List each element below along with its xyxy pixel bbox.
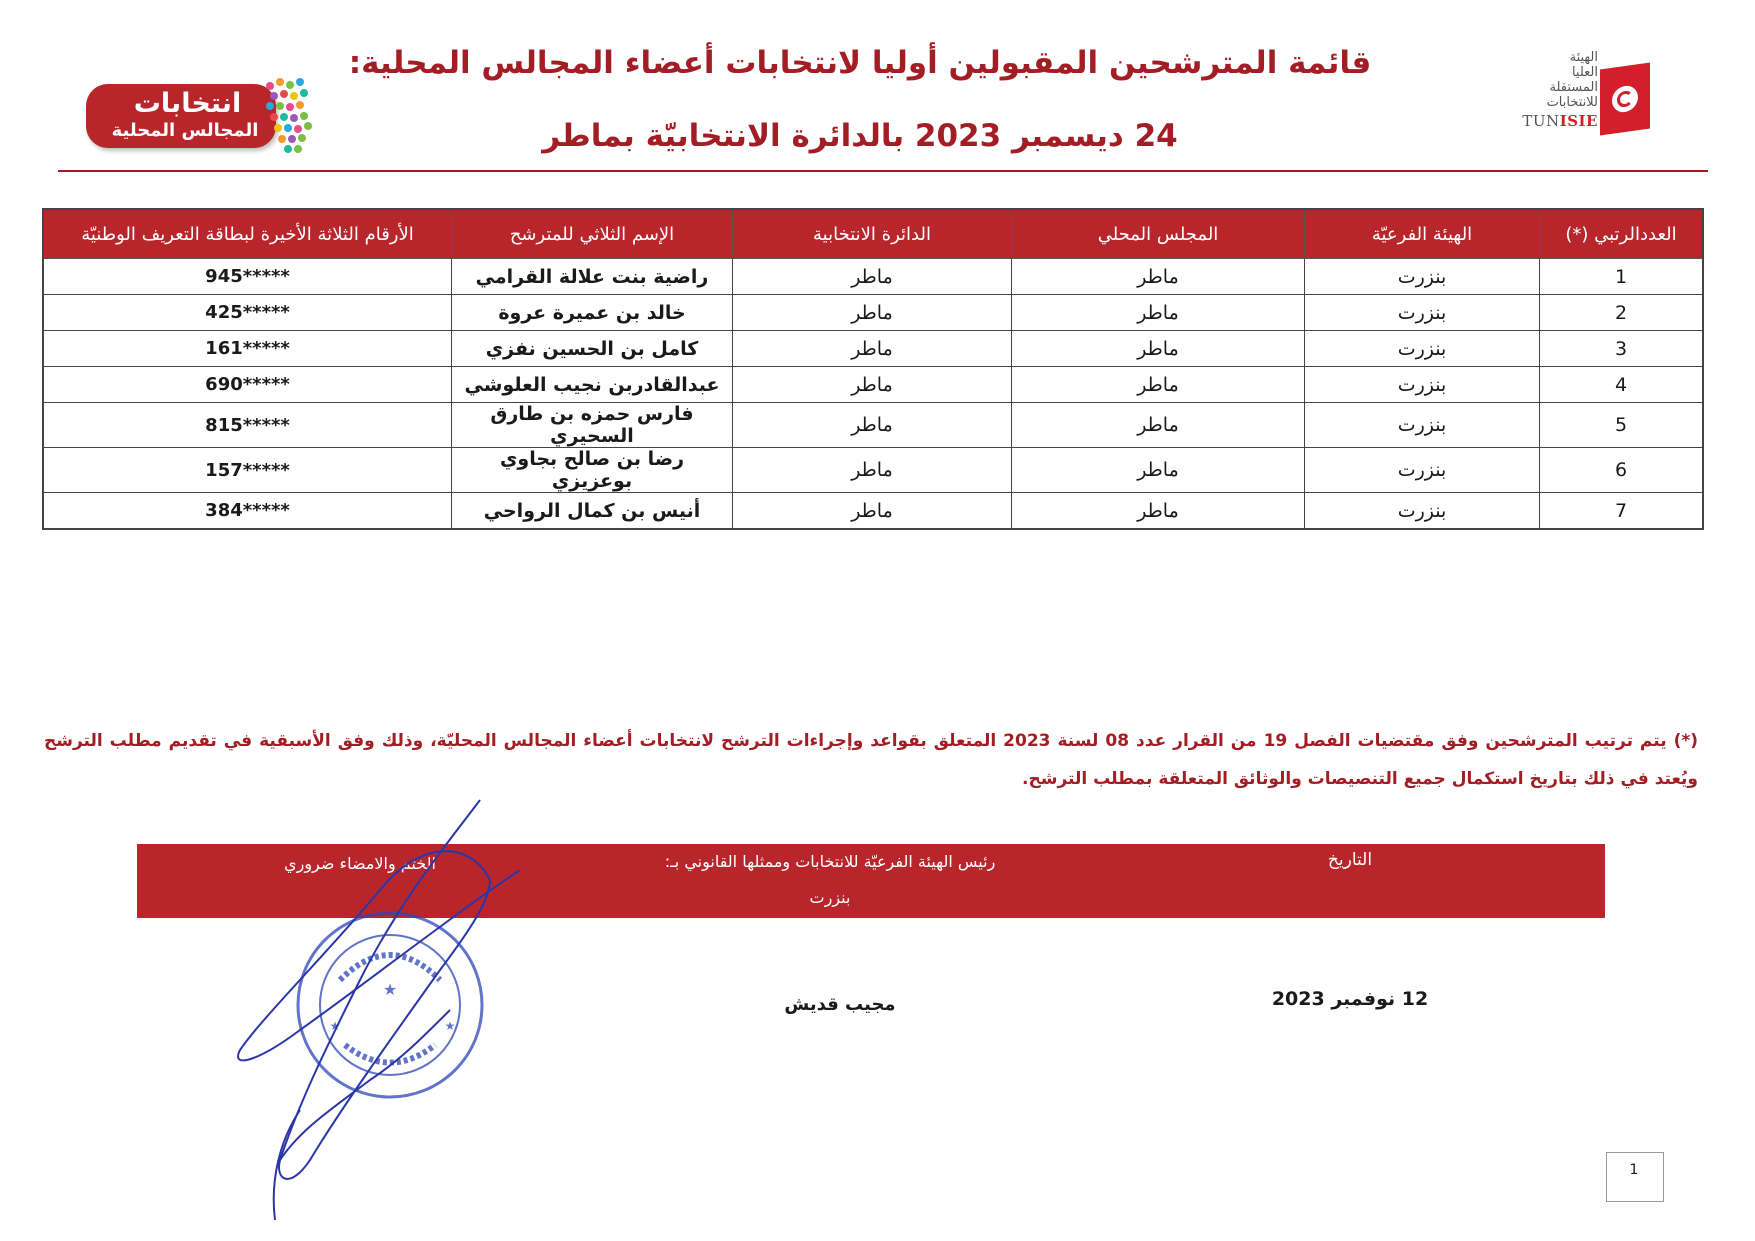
council-cell: ماطر — [1012, 259, 1305, 295]
signature-date: 12 نوفمبر 2023 — [1271, 988, 1429, 1010]
district-cell: ماطر — [733, 367, 1012, 403]
district-cell: ماطر — [733, 295, 1012, 331]
council-cell: ماطر — [1012, 403, 1305, 448]
name-cell: كامل بن الحسين نفزي — [452, 331, 733, 367]
svg-text:★: ★ — [329, 1019, 341, 1033]
president-region: بنزرت — [809, 888, 851, 907]
id-cell: *****815 — [43, 403, 452, 448]
svg-text:★: ★ — [382, 980, 398, 999]
elections-logo-pill — [86, 84, 276, 148]
district-cell: ماطر — [733, 403, 1012, 448]
col-full-name: الإسم الثلاثي للمترشح — [452, 209, 733, 259]
seal-label: الختم والامضاء ضروري — [284, 854, 436, 873]
tunisia-flag-icon — [1600, 62, 1650, 135]
council-cell: ماطر — [1012, 448, 1305, 493]
rank-cell: 7 — [1540, 493, 1704, 530]
id-cell: *****161 — [43, 331, 452, 367]
name-cell: أنيس بن كمال الرواحي — [452, 493, 733, 530]
handwritten-signature-icon — [238, 800, 520, 1220]
page-subtitle: 24 ديسمبر 2023 بالدائرة الانتخابيّة بماطر — [542, 118, 1178, 154]
name-cell: راضية بنت علالة القرامي — [452, 259, 733, 295]
rank-cell: 6 — [1540, 448, 1704, 493]
branch-cell: بنزرت — [1305, 448, 1540, 493]
name-cell: خالد بن عميرة عروة — [452, 295, 733, 331]
rank-cell: 1 — [1540, 259, 1704, 295]
header-divider — [58, 170, 1708, 172]
elections-logo — [86, 76, 336, 158]
stamp-and-signature-icon — [220, 780, 600, 1240]
council-cell: ماطر — [1012, 493, 1305, 530]
branch-cell: بنزرت — [1305, 367, 1540, 403]
rank-cell: 2 — [1540, 295, 1704, 331]
branch-cell: بنزرت — [1305, 493, 1540, 530]
col-id-digits: الأرقام الثلاثة الأخيرة لبطاقة التعريف الوطنيّة — [43, 209, 452, 259]
table-row — [43, 367, 1703, 403]
id-cell: *****384 — [43, 493, 452, 530]
president-label: رئيس الهيئة الفرعيّة للانتخابات وممثلها القانوني بـ: — [664, 852, 996, 871]
district-cell: ماطر — [733, 331, 1012, 367]
isie-logo-latin: TUNISIE — [1522, 112, 1598, 130]
elections-logo-line1: انتخابات — [133, 88, 242, 119]
isie-logo-arabic: الهيئة العليا المستقلة للانتخابات — [1546, 50, 1598, 110]
branch-cell: بنزرت — [1305, 331, 1540, 367]
official-stamp-icon — [298, 913, 482, 1097]
footnote: (*) يتم ترتيب المترشحين وفق مقتضيات الفصل 19 من القرار عدد 08 لسنة 2023 المتعلق بقواعد وإجراءات الترشح لانتخابات أعضاء المجالس المحليّة، وذلك وفق الأسبقية في تقديم مطلب الترشح ويُعتد في ذلك بتاريخ استكمال جميع التنصيصات والوثائق المتعلقة بمطلب الترشح. — [44, 731, 1698, 789]
rank-cell: 3 — [1540, 331, 1704, 367]
table-row — [43, 295, 1703, 331]
district-cell: ماطر — [733, 448, 1012, 493]
col-district: الدائرة الانتخابية — [733, 209, 1012, 259]
elections-logo-line2: المجالس المحلية — [111, 120, 259, 141]
branch-cell: بنزرت — [1305, 295, 1540, 331]
id-cell: *****157 — [43, 448, 452, 493]
page-title: قائمة المترشحين المقبولين أوليا لانتخابات أعضاء المجالس المحلية: — [348, 45, 1372, 81]
svg-text:★: ★ — [444, 1019, 456, 1033]
id-cell: *****425 — [43, 295, 452, 331]
col-rank: العددالرتبي (*) — [1540, 209, 1704, 259]
id-cell: *****945 — [43, 259, 452, 295]
col-local-council: المجلس المحلي — [1012, 209, 1305, 259]
tunisia-map-mosaic-icon — [258, 76, 338, 158]
name-cell: فارس حمزه بن طارق السحيري — [452, 403, 733, 448]
rank-cell: 5 — [1540, 403, 1704, 448]
col-branch: الهيئة الفرعيّة — [1305, 209, 1540, 259]
table-header-row — [43, 209, 1703, 259]
president-name: مجيب قديش — [784, 994, 896, 1015]
table-row — [43, 331, 1703, 367]
council-cell: ماطر — [1012, 331, 1305, 367]
rank-cell: 4 — [1540, 367, 1704, 403]
name-cell: عبدالقادربن نجيب العلوشي — [452, 367, 733, 403]
id-cell: *****690 — [43, 367, 452, 403]
district-cell: ماطر — [733, 493, 1012, 530]
council-cell: ماطر — [1012, 367, 1305, 403]
district-cell: ماطر — [733, 259, 1012, 295]
branch-cell: بنزرت — [1305, 403, 1540, 448]
table-row — [43, 403, 1703, 448]
council-cell: ماطر — [1012, 295, 1305, 331]
isie-logo — [1508, 48, 1658, 138]
page-number: 1 — [1629, 1162, 1639, 1178]
date-label: التاريخ — [1327, 850, 1373, 870]
table-row — [43, 448, 1703, 493]
table-row — [43, 259, 1703, 295]
table-row — [43, 493, 1703, 530]
candidates-table — [42, 208, 1704, 530]
branch-cell: بنزرت — [1305, 259, 1540, 295]
name-cell: رضا بن صالح بجاوي بوعزيزي — [452, 448, 733, 493]
